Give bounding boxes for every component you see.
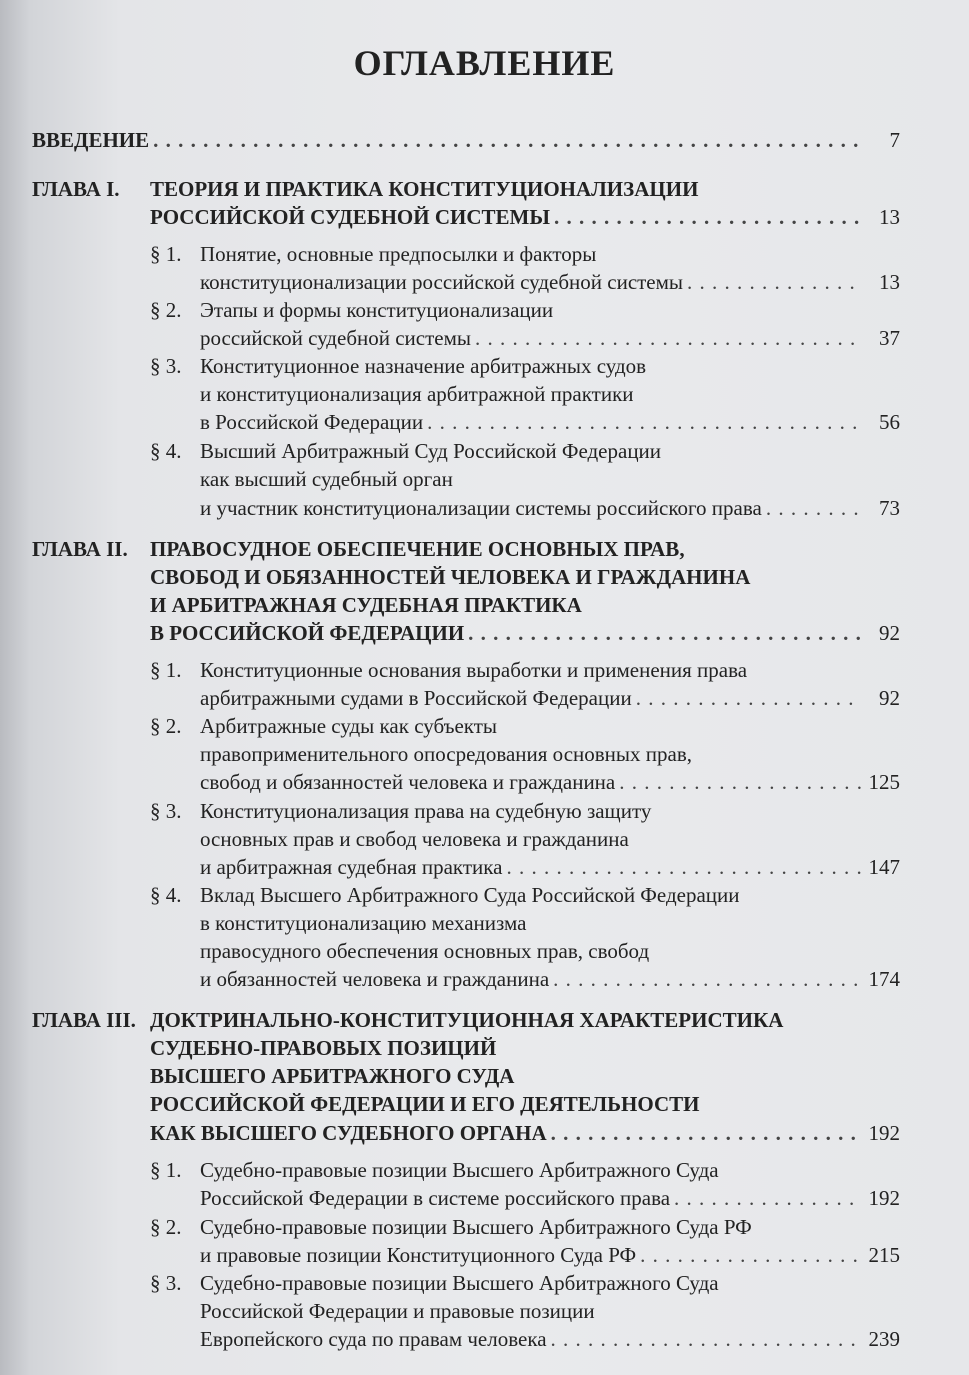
section-3-3-line: Российской Федерации и правовые позиции <box>200 1299 595 1323</box>
chapter-3-label: ГЛАВА III. <box>32 1008 136 1032</box>
section-3-1-line: Российской Федерации в системе российского права . . . 192 <box>200 1184 900 1212</box>
section-1-2-line: российской судебной системы . . . 37 <box>200 324 900 352</box>
chapter-2-title-line: И АРБИТРАЖНАЯ СУДЕБНАЯ ПРАКТИКА <box>150 593 582 617</box>
section-3-2-number: § 2. <box>150 1215 182 1239</box>
dot-leader <box>153 126 862 154</box>
section-3-1-number: § 1. <box>150 1158 182 1182</box>
section-1-1-number: § 1. <box>150 242 182 266</box>
dot-leader <box>619 768 862 796</box>
section-1-1-line: конституционализации российской судебной системы . . . 13 <box>200 268 900 296</box>
section-2-2-line: правоприменительного опосредования основных прав, <box>200 742 693 766</box>
section-1-4-line: Высший Арбитражный Суд Российской Федерации <box>200 439 662 463</box>
chapter-1-label: ГЛАВА I. <box>32 177 120 201</box>
dot-leader <box>427 408 862 436</box>
section-2-4-line: в конституционализацию механизма <box>200 911 527 935</box>
chapter-1-title-line: РОССИЙСКОЙ СУДЕБНОЙ СИСТЕМЫ . . . 13 <box>150 203 900 231</box>
chapter-3-title-line: КАК ВЫСШЕГО СУДЕБНОГО ОРГАНА . . . 192 <box>150 1119 900 1147</box>
section-2-1-page: 92 <box>879 686 900 710</box>
section-2-2-page: 125 <box>868 770 900 794</box>
section-1-1-line: Понятие, основные предпосылки и факторы <box>200 242 597 266</box>
section-3-1-page: 192 <box>868 1186 900 1210</box>
section-2-4-line: правосудного обеспечения основных прав, свобод <box>200 939 650 963</box>
dot-leader <box>766 494 862 522</box>
section-1-3-number: § 3. <box>150 354 182 378</box>
dot-leader <box>506 853 862 881</box>
section-3-2-line: и правовые позиции Конституционного Суда РФ . . . 215 <box>200 1241 900 1269</box>
section-2-4-line: и обязанностей человека и гражданина . . . 174 <box>200 965 900 993</box>
dot-leader <box>554 203 862 231</box>
chapter-3-page: 192 <box>868 1121 900 1145</box>
section-2-3-line: Конституционализация права на судебную защиту <box>200 799 652 823</box>
chapter-2-title-line: СВОБОД И ОБЯЗАННОСТЕЙ ЧЕЛОВЕКА И ГРАЖДАНИНА <box>150 565 751 589</box>
section-3-3-number: § 3. <box>150 1271 182 1295</box>
intro-label: ВВЕДЕНИЕ <box>32 128 150 152</box>
section-2-4-line: Вклад Высшего Арбитражного Суда Российской Федерации <box>200 883 740 907</box>
section-1-3-page: 56 <box>879 410 900 434</box>
dot-leader <box>553 965 862 993</box>
dot-leader <box>551 1325 862 1353</box>
section-2-1-line: арбитражными судами в Российской Федерации . . . 92 <box>200 684 900 712</box>
chapter-3-title-line: ДОКТРИНАЛЬНО-КОНСТИТУЦИОННАЯ ХАРАКТЕРИСТИКА <box>150 1008 784 1032</box>
toc-entry-intro <box>32 126 900 154</box>
dot-leader <box>687 268 862 296</box>
section-2-3-line: основных прав и свобод человека и гражданина <box>200 827 629 851</box>
chapter-2-title-line: ПРАВОСУДНОЕ ОБЕСПЕЧЕНИЕ ОСНОВНЫХ ПРАВ, <box>150 537 685 561</box>
section-1-2-page: 37 <box>879 326 900 350</box>
dot-leader <box>674 1184 862 1212</box>
section-2-3-page: 147 <box>868 855 900 879</box>
chapter-3-title-line: ВЫСШЕГО АРБИТРАЖНОГО СУДА <box>150 1064 515 1088</box>
section-1-4-line: как высший судебный орган <box>200 467 453 491</box>
dot-leader <box>475 324 862 352</box>
section-3-3-page: 239 <box>868 1327 900 1351</box>
section-1-4-number: § 4. <box>150 439 182 463</box>
page-title: ОГЛАВЛЕНИЕ <box>353 43 616 83</box>
section-1-3-line: и конституционализация арбитражной практики <box>200 382 634 406</box>
section-1-3-line: Конституционное назначение арбитражных судов <box>200 354 647 378</box>
section-1-4-page: 73 <box>879 496 900 520</box>
section-2-2-number: § 2. <box>150 714 182 738</box>
section-1-4-line: и участник конституционализации системы российского права . . . 73 <box>200 494 900 522</box>
chapter-2-label: ГЛАВА II. <box>32 537 128 561</box>
section-2-1-line: Конституционные основания выработки и применения права <box>200 658 748 682</box>
section-3-1-line: Судебно-правовые позиции Высшего Арбитражного Суда <box>200 1158 719 1182</box>
section-2-2-line: свобод и обязанностей человека и гражданина . . . 125 <box>200 768 900 796</box>
section-1-1-page: 13 <box>879 270 900 294</box>
section-3-3-line: Европейского суда по правам человека . . . 239 <box>200 1325 900 1353</box>
section-3-2-page: 215 <box>868 1243 900 1267</box>
section-2-3-number: § 3. <box>150 799 182 823</box>
section-2-4-page: 174 <box>868 967 900 991</box>
chapter-3-title-line: СУДЕБНО-ПРАВОВЫХ ПОЗИЦИЙ <box>150 1036 497 1060</box>
section-1-3-line: в Российской Федерации . . . 56 <box>200 408 900 436</box>
dot-leader <box>636 684 862 712</box>
dot-leader <box>640 1241 862 1269</box>
chapter-2-page: 92 <box>879 621 900 645</box>
section-2-1-number: § 1. <box>150 658 182 682</box>
chapter-1-title-line: ТЕОРИЯ И ПРАКТИКА КОНСТИТУЦИОНАЛИЗАЦИИ <box>150 177 699 201</box>
section-1-2-number: § 2. <box>150 298 182 322</box>
chapter-3-title-line: РОССИЙСКОЙ ФЕДЕРАЦИИ И ЕГО ДЕЯТЕЛЬНОСТИ <box>150 1092 700 1116</box>
chapter-2-title-line: В РОССИЙСКОЙ ФЕДЕРАЦИИ . . . 92 <box>150 619 900 647</box>
section-2-3-line: и арбитражная судебная практика . . . 147 <box>200 853 900 881</box>
intro-page: 7 <box>889 128 900 152</box>
section-2-4-number: § 4. <box>150 883 182 907</box>
section-3-2-line: Судебно-правовые позиции Высшего Арбитражного Суда РФ <box>200 1215 752 1239</box>
dot-leader <box>551 1119 862 1147</box>
section-3-3-line: Судебно-правовые позиции Высшего Арбитражного Суда <box>200 1271 719 1295</box>
chapter-1-page: 13 <box>879 205 900 229</box>
dot-leader <box>468 619 862 647</box>
section-2-2-line: Арбитражные суды как субъекты <box>200 714 498 738</box>
section-1-2-line: Этапы и формы конституционализации <box>200 298 554 322</box>
